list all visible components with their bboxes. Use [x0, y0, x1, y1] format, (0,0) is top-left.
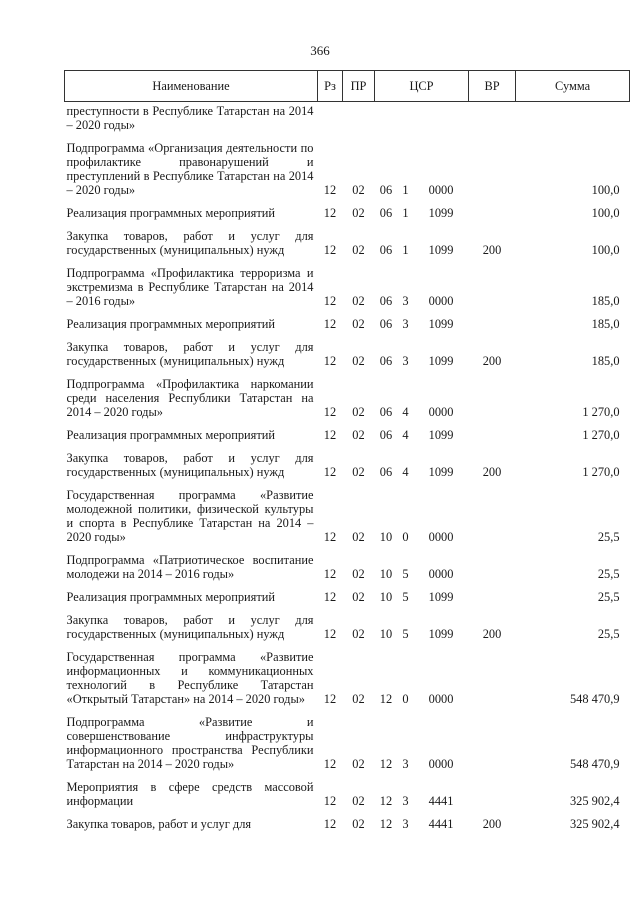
- cell-sum: 1 270,0: [582, 428, 620, 442]
- cell-rz: 12: [323, 183, 337, 197]
- cell-name: Закупка товаров, работ и услуг для: [66, 817, 252, 831]
- cell-name: Подпрограмма «Профилактика терроризма и экстремизма в Республике Татарстан на 2014 – 2016 годы»: [66, 266, 314, 308]
- cell-pr: 02: [352, 757, 365, 771]
- cell-c1: 06: [379, 183, 393, 197]
- header-rz: Рз: [318, 71, 343, 102]
- cell-pr: [343, 102, 375, 135]
- cell-c3: 1099: [428, 590, 454, 604]
- cell-name: Подпрограмма «Профилактика наркомании среди населения Республики Татарстан на 2014 – 2020 годы»: [66, 377, 314, 419]
- cell-pr: 02: [352, 243, 365, 257]
- cell-name: Закупка товаров, работ и услуг для государственных (муниципальных) нужд: [66, 613, 314, 641]
- cell-c2: 3: [402, 317, 409, 331]
- cell-sum: 25,5: [597, 590, 620, 604]
- cell-c3: 0000: [428, 567, 454, 581]
- cell-rz: 12: [323, 817, 337, 831]
- table-row: [65, 486, 630, 546]
- cell-c3: 1099: [428, 317, 454, 331]
- cell-c2: 5: [402, 627, 409, 641]
- cell-c2: 5: [402, 590, 409, 604]
- cell-c1: 12: [379, 817, 393, 831]
- cell-c1: 12: [379, 757, 393, 771]
- cell-vr: [469, 204, 516, 222]
- cell-rz: 12: [323, 530, 337, 544]
- cell-name: преступности в Республике Татарстан на 2014 – 2020 годы»: [66, 104, 314, 132]
- cell-sum: 548 470,9: [569, 692, 620, 706]
- cell-c2: 0: [402, 530, 409, 544]
- cell-vr: [469, 648, 516, 708]
- cell-pr: 02: [352, 317, 365, 331]
- cell-pr: 02: [352, 206, 365, 220]
- header-vr: ВР: [469, 71, 516, 102]
- cell-c1: 12: [379, 794, 393, 808]
- cell-c2: 1: [402, 243, 409, 257]
- cell-c1: [375, 102, 398, 135]
- cell-c2: 4: [402, 405, 409, 419]
- cell-c2: 3: [402, 757, 409, 771]
- cell-sum: 185,0: [591, 354, 620, 368]
- budget-table: [64, 70, 629, 833]
- cell-pr: 02: [352, 692, 365, 706]
- table-row: [65, 713, 630, 773]
- table-row: [65, 551, 630, 583]
- cell-vr: 200: [482, 354, 502, 368]
- cell-sum: 25,5: [597, 567, 620, 581]
- cell-sum: 548 470,9: [569, 757, 620, 771]
- cell-c3: 4441: [428, 817, 454, 831]
- cell-vr: [469, 486, 516, 546]
- cell-rz: 12: [323, 243, 337, 257]
- cell-rz: 12: [323, 354, 337, 368]
- cell-rz: 12: [323, 317, 337, 331]
- cell-name: Подпрограмма «Развитие и совершенствование инфраструктуры информационного пространства Республики Татарстан на 2014 – 2020 годы»: [66, 715, 314, 771]
- cell-rz: 12: [323, 405, 337, 419]
- cell-pr: 02: [352, 294, 365, 308]
- cell-vr: [469, 139, 516, 199]
- cell-name: Реализация программных мероприятий: [66, 428, 276, 442]
- cell-c3: 0000: [428, 757, 454, 771]
- table-row: [65, 338, 630, 370]
- table-row: [65, 449, 630, 481]
- table-row: [65, 102, 630, 135]
- header-sum: Сумма: [516, 71, 630, 102]
- table-row: [65, 139, 630, 199]
- cell-name: Реализация программных мероприятий: [66, 590, 276, 604]
- table-row: [65, 611, 630, 643]
- cell-vr: [469, 264, 516, 310]
- cell-c1: 10: [379, 530, 393, 544]
- page-number: 366: [310, 43, 330, 58]
- cell-rz: 12: [323, 627, 337, 641]
- cell-rz: 12: [323, 428, 337, 442]
- cell-c1: 06: [379, 465, 393, 479]
- cell-name: Закупка товаров, работ и услуг для государственных (муниципальных) нужд: [66, 340, 314, 368]
- cell-c3: 0000: [428, 294, 454, 308]
- cell-sum: 185,0: [591, 317, 620, 331]
- cell-c2: 4: [402, 465, 409, 479]
- cell-sum: 100,0: [591, 206, 620, 220]
- cell-pr: 02: [352, 817, 365, 831]
- cell-vr: 200: [482, 465, 502, 479]
- cell-rz: 12: [323, 465, 337, 479]
- cell-c1: 10: [379, 567, 393, 581]
- cell-sum: 25,5: [597, 627, 620, 641]
- table-row: [65, 204, 630, 222]
- table-row: [65, 264, 630, 310]
- table-row: [65, 588, 630, 606]
- cell-c2: 1: [402, 206, 409, 220]
- cell-name: Мероприятия в сфере средств массовой информации: [66, 780, 314, 808]
- header-name: Наименование: [65, 71, 318, 102]
- cell-c2: [398, 102, 414, 135]
- cell-c1: 06: [379, 317, 393, 331]
- cell-pr: 02: [352, 590, 365, 604]
- cell-name: Реализация программных мероприятий: [66, 206, 276, 220]
- cell-c1: 06: [379, 428, 393, 442]
- cell-sum: 25,5: [597, 530, 620, 544]
- cell-c2: 3: [402, 817, 409, 831]
- cell-name: Подпрограмма «Организация деятельности по профилактике правонарушений и преступлений в Республике Татарстан на 2014 – 2020 годы»: [66, 141, 314, 197]
- cell-c1: 10: [379, 627, 393, 641]
- cell-c2: 0: [402, 692, 409, 706]
- cell-c3: 1099: [428, 243, 454, 257]
- table-row: [65, 426, 630, 444]
- cell-name: Государственная программа «Развитие информационных и коммуникационных технологий в Республике Татарстан «Открытый Татарстан» на 2014 – 2020 годы»: [66, 650, 314, 706]
- header-csr: ЦСР: [375, 71, 469, 102]
- cell-vr: [469, 426, 516, 444]
- cell-c3: [414, 102, 469, 135]
- cell-vr: 200: [482, 817, 502, 831]
- cell-rz: [318, 102, 343, 135]
- cell-vr: [469, 102, 516, 135]
- cell-c3: 1099: [428, 465, 454, 479]
- cell-pr: 02: [352, 354, 365, 368]
- cell-c2: 4: [402, 428, 409, 442]
- table-row: [65, 227, 630, 259]
- cell-vr: [469, 713, 516, 773]
- cell-rz: 12: [323, 567, 337, 581]
- cell-pr: 02: [352, 183, 365, 197]
- cell-c1: 10: [379, 590, 393, 604]
- cell-sum: 1 270,0: [582, 465, 620, 479]
- cell-sum: 325 902,4: [569, 817, 620, 831]
- cell-c3: 1099: [428, 428, 454, 442]
- cell-c2: 5: [402, 567, 409, 581]
- cell-name: Закупка товаров, работ и услуг для государственных (муниципальных) нужд: [66, 229, 314, 257]
- cell-vr: 200: [482, 627, 502, 641]
- cell-c2: 3: [402, 794, 409, 808]
- cell-c1: 12: [379, 692, 393, 706]
- cell-pr: 02: [352, 567, 365, 581]
- cell-c3: 0000: [428, 183, 454, 197]
- cell-sum: 100,0: [591, 243, 620, 257]
- cell-c2: 3: [402, 294, 409, 308]
- cell-name: Реализация программных мероприятий: [66, 317, 276, 331]
- cell-vr: 200: [482, 243, 502, 257]
- cell-c1: 06: [379, 354, 393, 368]
- cell-c1: 06: [379, 405, 393, 419]
- cell-rz: 12: [323, 692, 337, 706]
- cell-pr: 02: [352, 405, 365, 419]
- cell-sum: 185,0: [591, 294, 620, 308]
- cell-c3: 0000: [428, 530, 454, 544]
- cell-vr: [469, 315, 516, 333]
- cell-rz: 12: [323, 294, 337, 308]
- cell-vr: [469, 778, 516, 810]
- header-pr: ПР: [343, 71, 375, 102]
- cell-pr: 02: [352, 627, 365, 641]
- cell-pr: 02: [352, 530, 365, 544]
- cell-sum: 1 270,0: [582, 405, 620, 419]
- cell-name: Подпрограмма «Патриотическое воспитание молодежи на 2014 – 2016 годы»: [66, 553, 314, 581]
- cell-c3: 1099: [428, 206, 454, 220]
- table-row: [65, 375, 630, 421]
- table-row: [65, 778, 630, 810]
- cell-pr: 02: [352, 794, 365, 808]
- cell-pr: 02: [352, 465, 365, 479]
- cell-rz: 12: [323, 794, 337, 808]
- cell-c3: 0000: [428, 692, 454, 706]
- cell-sum: 325 902,4: [569, 794, 620, 808]
- table-row: [65, 648, 630, 708]
- cell-vr: [469, 551, 516, 583]
- cell-c3: 1099: [428, 354, 454, 368]
- cell-c3: 0000: [428, 405, 454, 419]
- cell-c2: 1: [402, 183, 409, 197]
- cell-vr: [469, 375, 516, 421]
- cell-name: Государственная программа «Развитие молодежной политики, физической культуры и спорта в Республике Татарстан на 2014 – 2020 годы»: [66, 488, 314, 544]
- table-header-row: [65, 71, 630, 102]
- cell-name: Закупка товаров, работ и услуг для государственных (муниципальных) нужд: [66, 451, 314, 479]
- cell-pr: 02: [352, 428, 365, 442]
- table-body: [65, 102, 630, 834]
- cell-rz: 12: [323, 757, 337, 771]
- cell-c2: 3: [402, 354, 409, 368]
- cell-c3: 4441: [428, 794, 454, 808]
- cell-sum: [516, 102, 630, 135]
- cell-vr: [469, 588, 516, 606]
- cell-c3: 1099: [428, 627, 454, 641]
- table-row: [65, 315, 630, 333]
- cell-sum: 100,0: [591, 183, 620, 197]
- cell-rz: 12: [323, 206, 337, 220]
- cell-c1: 06: [379, 243, 393, 257]
- table-row: [65, 815, 630, 833]
- cell-rz: 12: [323, 590, 337, 604]
- cell-c1: 06: [379, 206, 393, 220]
- cell-c1: 06: [379, 294, 393, 308]
